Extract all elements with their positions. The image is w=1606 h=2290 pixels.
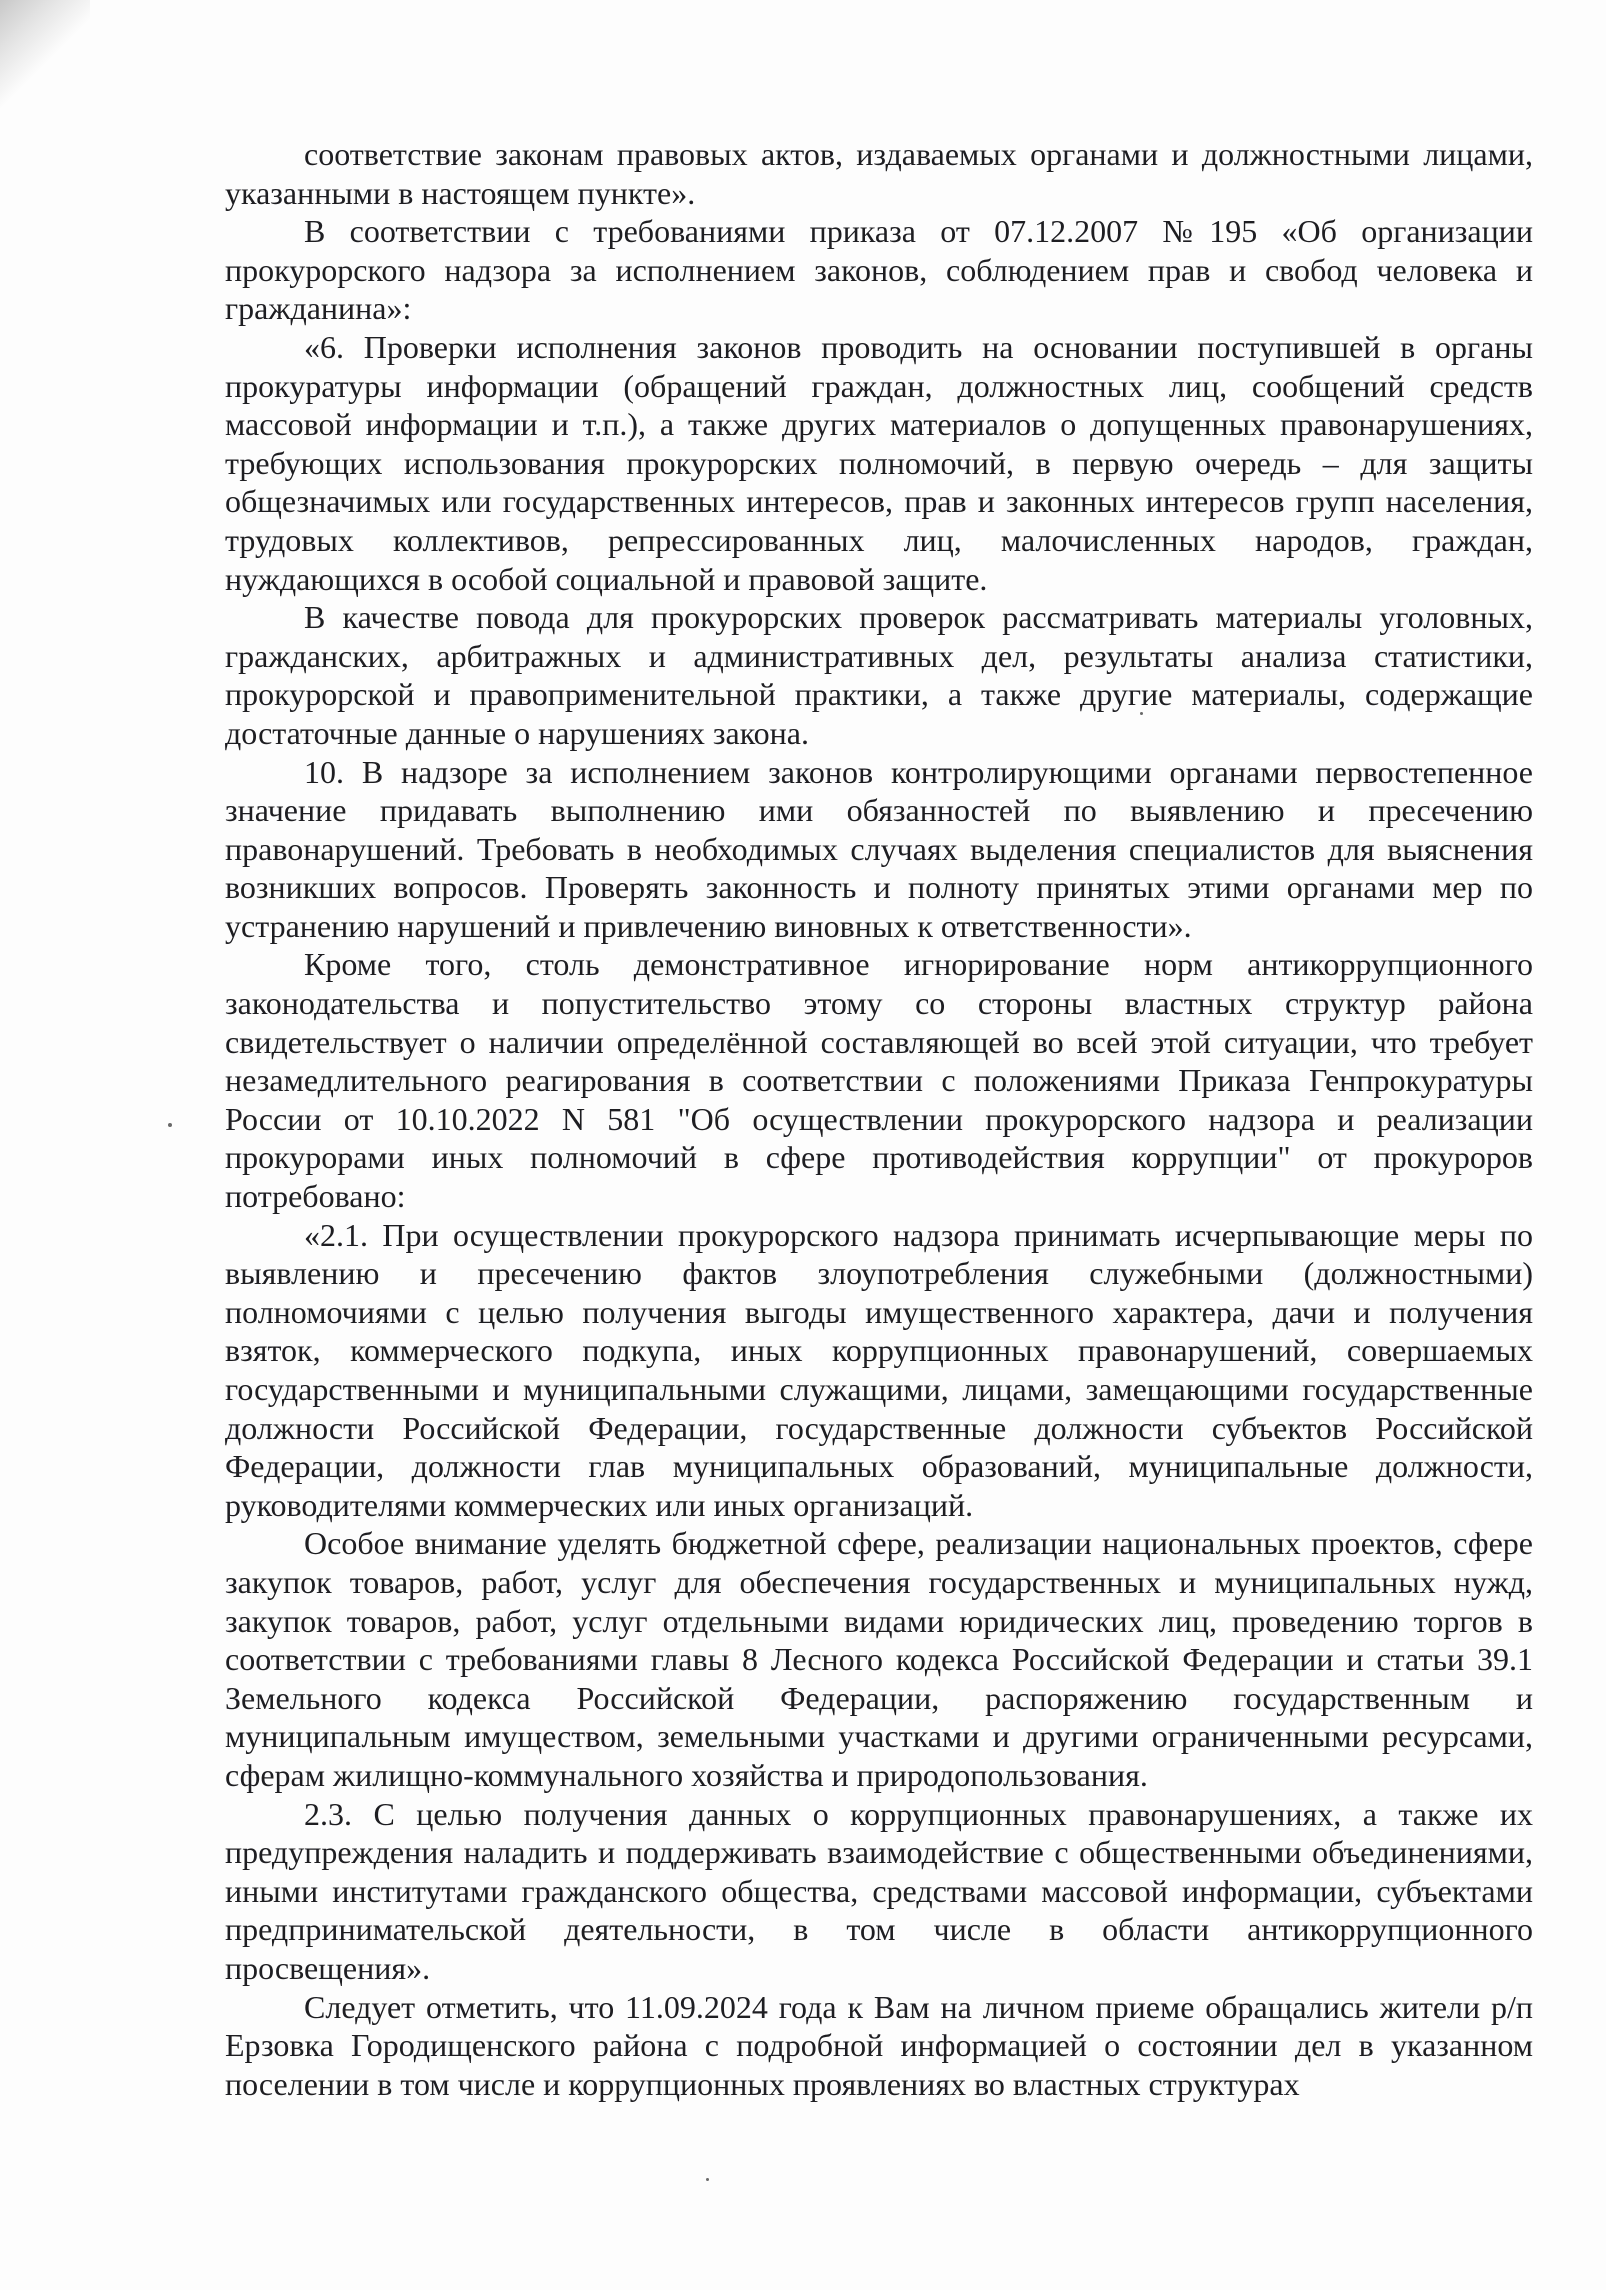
paragraph-9: 2.3. С целью получения данных о коррупционных правонарушениях, а также их предупреждения наладить и поддерживать взаимодействие с общественными объединениями, иными институтами гражданского общества, средствами массовой информации, субъектами предпринимательской деятельности, в том числе в области антикоррупционного просвещения».: [225, 1795, 1533, 1986]
scan-speck: [706, 2178, 709, 2181]
paragraph-8: Особое внимание уделять бюджетной сфере, реализации национальных проектов, сфере закупок товаров, работ, услуг для обеспечения государственных и муниципальных нужд, закупок товаров, работ, услуг отдельными видами юридических лиц, проведению торгов в соответствии с требованиями главы 8 Лесного кодекса Российской Федерации и статьи 39.1 Земельного кодекса Российской Федерации, распоряжению государственным и муниципальным имуществом, земельными участками и другими ограниченными ресурсами, сферам жилищно-коммунального хозяйства и природопользования.: [225, 1525, 1533, 1793]
paragraph-3: «6. Проверки исполнения законов проводить на основании поступившей в органы прокуратуры информации (обращений граждан, должностных лиц, сообщений средств массовой информации и т.п.), а также других материалов о допущенных правонарушениях, требующих использования прокурорских полномочий, в первую очередь – для защиты общезначимых или государственных интересов, прав и законных интересов групп населения, трудовых коллективов, репрессированных лиц, малочисленных народов, граждан, нуждающихся в особой социальной и правовой защите.: [225, 328, 1533, 597]
paragraph-10: Следует отметить, что 11.09.2024 года к Вам на личном приеме обращались жители р/п Ерзовка Городищенского района с подробной информацией о состоянии дел в указанном поселении в том числе и коррупционных проявлениях во властных структурах: [225, 1988, 1533, 2102]
scan-corner-shadow: [0, 0, 90, 110]
paragraph-4: В качестве повода для прокурорских проверок рассматривать материалы уголовных, гражданских, арбитражных и административных дел, результаты анализа статистики, прокурорской и правоприменительной практики, а также другие материалы, содержащие достаточные данные о нарушениях закона.: [225, 599, 1533, 751]
paragraph-1: соответствие законам правовых актов, издаваемых органами и должностными лицами, указанными в настоящем пункте».: [225, 136, 1533, 211]
document-body: [225, 135, 1533, 2103]
scan-speck: [1140, 712, 1143, 715]
paragraph-6: Кроме того, столь демонстративное игнорирование норм антикоррупционного законодательства и попустительство этому со стороны властных структур района свидетельствует о наличии определённой составляющей во всей этой ситуации, что требует незамедлительного реагирования в соответствии с положениями Приказа Генпрокуратуры России от 10.10.2022 N 581 "Об осуществлении прокурорского надзора и реализации прокурорами иных полномочий в сфере противодействия коррупции" от прокуроров потребовано:: [225, 946, 1533, 1215]
paragraph-5: 10. В надзоре за исполнением законов контролирующими органами первостепенное значение придавать выполнению ими обязанностей по выявлению и пресечению правонарушений. Требовать в необходимых случаях выделения специалистов для выяснения возникших вопросов. Проверять законность и полноту принятых этими органами мер по устранению нарушений и привлечению виновных к ответственности».: [225, 753, 1533, 944]
scan-speck: [168, 1123, 172, 1127]
paragraph-2: В соответствии с требованиями приказа от 07.12.2007 №195 «Об организации прокурорского надзора за исполнением законов, соблюдением прав и свобод человека и гражданина»:: [225, 213, 1533, 327]
paragraph-7: «2.1. При осуществлении прокурорского надзора принимать исчерпывающие меры по выявлению и пресечению фактов злоупотребления служебными (должностными) полномочиями с целью получения выгоды имущественного характера, дачи и получения взяток, коммерческого подкупа, иных коррупционных правонарушений, совершаемых государственными и муниципальными служащими, лицами, замещающими государственные должности Российской Федерации, государственные должности субъектов Российской Федерации, должности глав муниципальных образований, муниципальные должности, руководителями коммерческих или иных организаций.: [225, 1216, 1533, 1523]
